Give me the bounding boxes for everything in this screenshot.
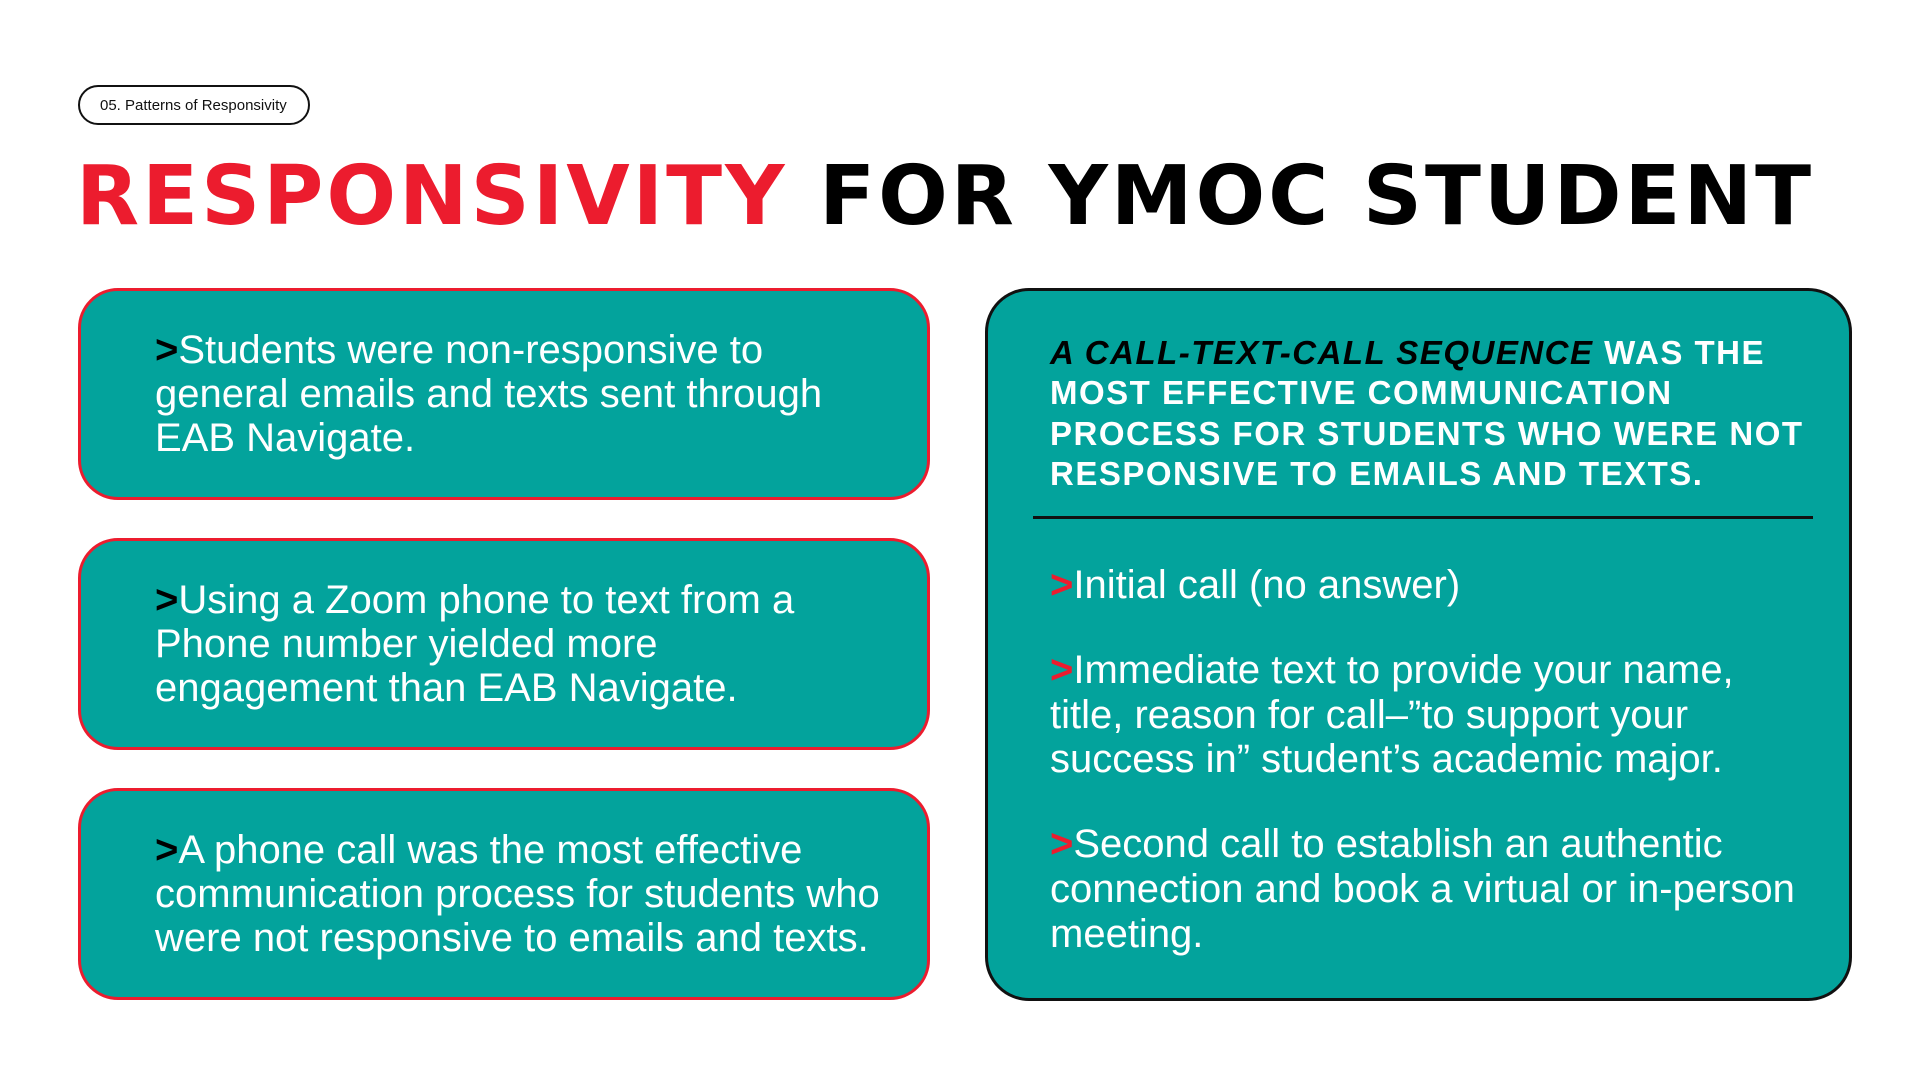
finding-card-1 (78, 288, 930, 500)
finding-text-2 (155, 578, 887, 710)
bullet-arrow-icon: > (155, 828, 179, 872)
sequence-step-text-3: Second call to establish an authentic connection and book a virtual or in-person meeting. (1050, 822, 1795, 956)
sequence-divider (1033, 516, 1813, 519)
title-highlight: RESPONSIVITY (76, 149, 788, 244)
sequence-header-highlight: A CALL-TEXT-CALL SEQUENCE (1050, 334, 1594, 371)
sequence-step-3 (1050, 822, 1810, 956)
finding-text-3 (155, 828, 887, 960)
sequence-card (985, 288, 1852, 1001)
sequence-steps (1050, 563, 1810, 997)
finding-body-2: Using a Zoom phone to text from a Phone number yielded more engagement than EAB Navigate. (155, 578, 795, 710)
bullet-arrow-icon: > (155, 578, 179, 622)
bullet-arrow-icon: > (1050, 563, 1074, 607)
bullet-arrow-icon: > (155, 328, 179, 372)
slide-title (76, 150, 1814, 244)
finding-body-3: A phone call was the most effective communication process for students who were not responsive to emails and texts. (155, 828, 880, 960)
sequence-step-text-1: Initial call (no answer) (1073, 563, 1461, 607)
title-rest: FOR YMOC STUDENT (819, 149, 1815, 244)
finding-body-1: Students were non-responsive to general emails and texts sent through EAB Navigate. (155, 328, 823, 460)
sequence-step-1 (1050, 563, 1810, 608)
sequence-header (1050, 333, 1810, 494)
sequence-step-text-2: Immediate text to provide your name, title, reason for call–”to support your success in” student’s academic major. (1050, 647, 1734, 782)
finding-text-1 (155, 328, 887, 460)
sequence-step-2 (1050, 648, 1810, 782)
finding-card-2 (78, 538, 930, 750)
section-label: 05. Patterns of Responsivity (78, 85, 310, 125)
sequence-header-rest: WAS THE MOST EFFECTIVE COMMUNICATION PROCESS FOR STUDENTS WHO WERE NOT RESPONSIVE TO EMAILS AND TEXTS. (1050, 334, 1804, 492)
finding-card-3 (78, 788, 930, 1000)
bullet-arrow-icon: > (1050, 822, 1074, 867)
bullet-arrow-icon: > (1050, 647, 1074, 692)
